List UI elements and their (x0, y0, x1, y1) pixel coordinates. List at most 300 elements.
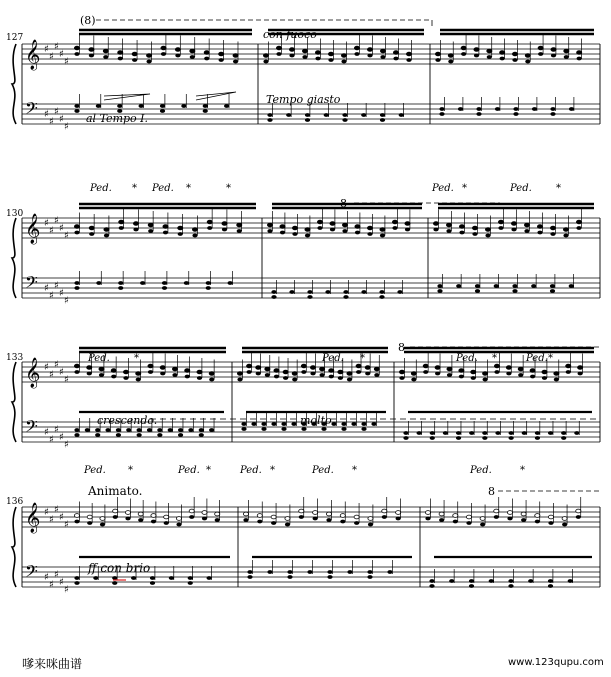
note-head (577, 57, 582, 61)
note-head (190, 49, 195, 53)
note-head (305, 118, 310, 122)
note-head (99, 373, 104, 377)
note-head (125, 517, 130, 521)
note-head (237, 372, 242, 376)
note-head (456, 431, 461, 435)
note-head (162, 281, 167, 285)
note-head (89, 54, 94, 58)
note-head (189, 515, 194, 519)
note-head (100, 517, 105, 521)
note-head (380, 228, 385, 232)
note-head (176, 517, 181, 521)
note-head (538, 52, 543, 56)
pedal-release-mark: * (492, 353, 497, 364)
note-head (347, 378, 352, 382)
note-head (446, 223, 451, 227)
note-head (399, 370, 404, 374)
note-head (566, 364, 571, 368)
note-head (289, 54, 294, 58)
note-head (172, 367, 177, 371)
note-head (197, 376, 202, 380)
note-head (494, 515, 499, 519)
note-head (131, 576, 136, 580)
note-head (263, 54, 268, 58)
note-head (313, 517, 318, 521)
note-head (93, 576, 98, 580)
note-head (274, 369, 279, 373)
note-head (435, 58, 440, 62)
note-head (509, 431, 514, 435)
note-head (399, 113, 404, 117)
note-head (163, 225, 168, 229)
note-head (361, 422, 366, 426)
note-head (480, 523, 485, 527)
pedal-mark: Ped. (510, 183, 532, 194)
note-head (215, 512, 220, 516)
note-head (307, 290, 312, 294)
note-head (317, 220, 322, 224)
note-head (85, 428, 90, 432)
note-head (506, 372, 511, 376)
note-head (406, 58, 411, 62)
treble-clef: 𝄞 (25, 214, 41, 244)
key-sharp: ♯ (64, 295, 69, 307)
expression-animato: Animato. (88, 484, 143, 498)
note-head (405, 222, 410, 226)
pedal-mark: Ped. (152, 183, 174, 194)
note-head (178, 226, 183, 230)
note-head (125, 511, 130, 515)
note-head (104, 234, 109, 238)
note-head (168, 428, 173, 432)
note-head (87, 372, 92, 376)
note-head (197, 370, 202, 374)
octave-mark: 8 (488, 485, 495, 498)
expression-tempo-giasto: Tempo giasto (266, 93, 341, 106)
note-head (299, 509, 304, 513)
key-sharp: ♯ (44, 572, 49, 583)
note-head (341, 60, 346, 64)
key-sharp: ♯ (44, 109, 49, 120)
note-head (393, 57, 398, 61)
note-head (185, 375, 190, 379)
note-head (74, 46, 79, 50)
note-head (74, 231, 79, 235)
note-head (429, 579, 434, 583)
note-head (532, 107, 537, 111)
key-sharp: ♯ (44, 44, 49, 55)
key-sharp: ♯ (54, 280, 59, 292)
note-head (576, 509, 581, 513)
site-logo-text: 嗲来咪曲谱 (22, 657, 83, 671)
note-head (87, 515, 92, 519)
key-sharp: ♯ (59, 577, 64, 588)
note-head (361, 290, 366, 294)
note-head (405, 228, 410, 232)
note-head (119, 220, 124, 224)
octave-mark: 8 (340, 197, 347, 210)
pedal-release-mark: * (186, 183, 191, 194)
pedal-mark: Ped. (470, 465, 492, 476)
pedal-release-mark: * (128, 465, 133, 476)
note-head (99, 367, 104, 371)
key-sharp: ♯ (64, 374, 69, 386)
note-head (498, 226, 503, 230)
note-head (341, 54, 346, 58)
note-head (261, 422, 266, 426)
note-head (241, 427, 246, 431)
note-head (393, 51, 398, 55)
note-head (292, 232, 297, 236)
note-head (518, 373, 523, 377)
note-head (548, 584, 553, 588)
note-head (176, 523, 181, 527)
note-head (330, 222, 335, 226)
note-head (511, 222, 516, 226)
note-head (569, 107, 574, 111)
note-head (459, 369, 464, 373)
note-head (367, 570, 372, 574)
note-head (199, 428, 204, 432)
note-head (111, 375, 116, 379)
note-head (342, 113, 347, 117)
note-head (367, 48, 372, 52)
note-head (119, 226, 124, 230)
note-head (437, 284, 442, 288)
note-head (267, 570, 272, 574)
note-head (554, 372, 559, 376)
note-head (356, 370, 361, 374)
note-head (233, 54, 238, 58)
note-head (132, 58, 137, 62)
note-head (116, 428, 121, 432)
note-head (74, 52, 79, 56)
note-head (138, 512, 143, 516)
note-head (474, 48, 479, 52)
note-head (202, 511, 207, 515)
brace (12, 218, 16, 298)
note-head (291, 422, 296, 426)
note-head (118, 286, 123, 290)
treble-clef: 𝄞 (25, 358, 41, 388)
note-head (525, 54, 530, 58)
note-head (112, 581, 117, 585)
note-head (365, 372, 370, 376)
key-sharp: ♯ (64, 439, 69, 451)
note-head (327, 575, 332, 579)
note-head (512, 58, 517, 62)
note-head (265, 373, 270, 377)
note-head (576, 226, 581, 230)
note-head (310, 372, 315, 376)
key-sharp: ♯ (54, 359, 59, 371)
note-head (535, 514, 540, 518)
note-head (500, 51, 505, 55)
note-head (548, 579, 553, 583)
note-head (271, 515, 276, 519)
note-head (528, 579, 533, 583)
expression-molto: molto (300, 414, 332, 427)
note-head (331, 422, 336, 426)
note-head (324, 113, 329, 117)
note-head (209, 372, 214, 376)
note-head (531, 284, 536, 288)
key-sharp: ♯ (49, 369, 54, 381)
note-head (320, 373, 325, 377)
note-head (530, 375, 535, 379)
pedal-mark: Ped. (178, 465, 200, 476)
note-head (423, 364, 428, 368)
note-head (74, 576, 79, 580)
note-head (104, 228, 109, 232)
note-head (396, 517, 401, 521)
key-sharp: ♯ (54, 106, 59, 118)
note-head (343, 295, 348, 299)
note-head (139, 104, 144, 108)
note-head (326, 512, 331, 516)
note-head (89, 48, 94, 52)
note-head (330, 228, 335, 232)
note-head (537, 225, 542, 229)
pedal-mark: Ped. (312, 465, 334, 476)
note-head (148, 370, 153, 374)
note-head (535, 431, 540, 435)
note-head (550, 112, 555, 116)
key-sharp: ♯ (49, 51, 54, 63)
note-head (542, 370, 547, 374)
note-head (459, 231, 464, 235)
note-head (494, 364, 499, 368)
note-head (133, 222, 138, 226)
note-head (209, 378, 214, 382)
note-head (317, 226, 322, 230)
note-head (178, 232, 183, 236)
note-head (354, 521, 359, 525)
note-head (453, 520, 458, 524)
note-head (320, 367, 325, 371)
note-head (550, 232, 555, 236)
note-head (123, 376, 128, 380)
note-head (146, 54, 151, 58)
note-head (233, 60, 238, 64)
pedal-release-mark: * (556, 183, 561, 194)
note-head (289, 290, 294, 294)
note-head (243, 518, 248, 522)
bass-clef: 𝄢 (25, 98, 38, 122)
note-head (137, 433, 142, 437)
note-head (356, 364, 361, 368)
note-head (511, 228, 516, 232)
note-head (550, 284, 555, 288)
pedal-release-mark: * (134, 353, 139, 364)
note-head (374, 367, 379, 371)
note-head (512, 284, 517, 288)
note-head (525, 60, 530, 64)
note-head (343, 290, 348, 294)
note-head (147, 428, 152, 432)
note-head (578, 372, 583, 376)
key-sharp: ♯ (54, 41, 59, 53)
note-head (472, 226, 477, 230)
key-sharp: ♯ (49, 514, 54, 526)
note-head (449, 579, 454, 583)
note-head (347, 372, 352, 376)
note-head (74, 581, 79, 585)
note-head (123, 370, 128, 374)
note-head (247, 575, 252, 579)
note-head (430, 436, 435, 440)
note-head (305, 228, 310, 232)
note-head (105, 428, 110, 432)
note-head (485, 234, 490, 238)
pedal-mark: Ped. (526, 353, 548, 364)
note-head (456, 436, 461, 440)
note-head (368, 517, 373, 521)
note-head (494, 284, 499, 288)
note-head (313, 511, 318, 515)
note-head (263, 60, 268, 64)
measure-number-133: 133 (6, 353, 24, 363)
note-head (365, 366, 370, 370)
note-head (466, 521, 471, 525)
note-head (74, 520, 79, 524)
brace (12, 362, 16, 442)
note-head (202, 517, 207, 521)
note-head (151, 514, 156, 518)
note-head (448, 54, 453, 58)
note-head (483, 372, 488, 376)
note-head (285, 517, 290, 521)
note-head (338, 370, 343, 374)
note-head (219, 52, 224, 56)
note-head (188, 576, 193, 580)
note-head (329, 375, 334, 379)
note-head (522, 431, 527, 435)
note-head (507, 511, 512, 515)
note-head (423, 370, 428, 374)
note-head (280, 225, 285, 229)
pedal-mark: Ped. (432, 183, 454, 194)
note-head (461, 52, 466, 56)
note-head (148, 364, 153, 368)
note-head (397, 290, 402, 294)
note-head (342, 223, 347, 227)
key-sharp: ♯ (64, 56, 69, 68)
pedal-release-mark: * (206, 465, 211, 476)
note-head (469, 431, 474, 435)
note-head (136, 372, 141, 376)
note-head (292, 378, 297, 382)
note-head (96, 281, 101, 285)
note-head (111, 369, 116, 373)
note-head (548, 515, 553, 519)
note-head (476, 112, 481, 116)
note-head (564, 49, 569, 53)
note-head (87, 366, 92, 370)
note-head (495, 431, 500, 435)
note-head (433, 228, 438, 232)
note-head (301, 370, 306, 374)
note-head (271, 290, 276, 294)
note-head (367, 54, 372, 58)
note-head (224, 104, 229, 108)
note-head (267, 223, 272, 227)
note-head (204, 57, 209, 61)
brace (12, 44, 16, 124)
note-head (150, 576, 155, 580)
note-head (185, 369, 190, 373)
note-head (162, 286, 167, 290)
note-head (489, 579, 494, 583)
note-head (566, 370, 571, 374)
note-head (302, 49, 307, 53)
note-head (461, 46, 466, 50)
note-head (204, 51, 209, 55)
note-head (305, 113, 310, 117)
note-head (480, 517, 485, 521)
note-head (74, 370, 79, 374)
key-sharp: ♯ (49, 434, 54, 446)
note-head (148, 223, 153, 227)
note-head (513, 107, 518, 111)
note-head (113, 509, 118, 513)
note-head (157, 428, 162, 432)
note-head (469, 579, 474, 583)
note-head (471, 376, 476, 380)
note-head (148, 229, 153, 233)
note-head (521, 512, 526, 516)
note-head (256, 372, 261, 376)
note-head (74, 225, 79, 229)
note-head (475, 289, 480, 293)
pedal-mark: Ped. (322, 353, 344, 364)
note-head (161, 46, 166, 50)
note-head (243, 512, 248, 516)
treble-clef: 𝄞 (25, 40, 41, 70)
note-head (578, 366, 583, 370)
key-sharp: ♯ (54, 569, 59, 581)
note-head (160, 104, 165, 108)
note-head (382, 509, 387, 513)
note-head (118, 57, 123, 61)
note-head (207, 220, 212, 224)
note-head (355, 231, 360, 235)
note-head (439, 112, 444, 116)
note-head (548, 521, 553, 525)
note-head (310, 366, 315, 370)
note-head (267, 113, 272, 117)
note-head (577, 51, 582, 55)
note-head (292, 372, 297, 376)
note-head (160, 109, 165, 113)
pedal-mark: Ped. (88, 353, 110, 364)
note-head (433, 222, 438, 226)
note-head (189, 509, 194, 513)
note-head (328, 58, 333, 62)
hairpin (196, 92, 236, 100)
note-head (563, 234, 568, 238)
note-head (329, 369, 334, 373)
bass-clef: 𝄢 (25, 561, 38, 585)
note-head (283, 376, 288, 380)
note-head (74, 286, 79, 290)
note-head (281, 427, 286, 431)
note-head (548, 431, 553, 435)
pedal-release-mark: * (462, 183, 467, 194)
note-head (524, 229, 529, 233)
note-head (382, 515, 387, 519)
note-head (328, 52, 333, 56)
